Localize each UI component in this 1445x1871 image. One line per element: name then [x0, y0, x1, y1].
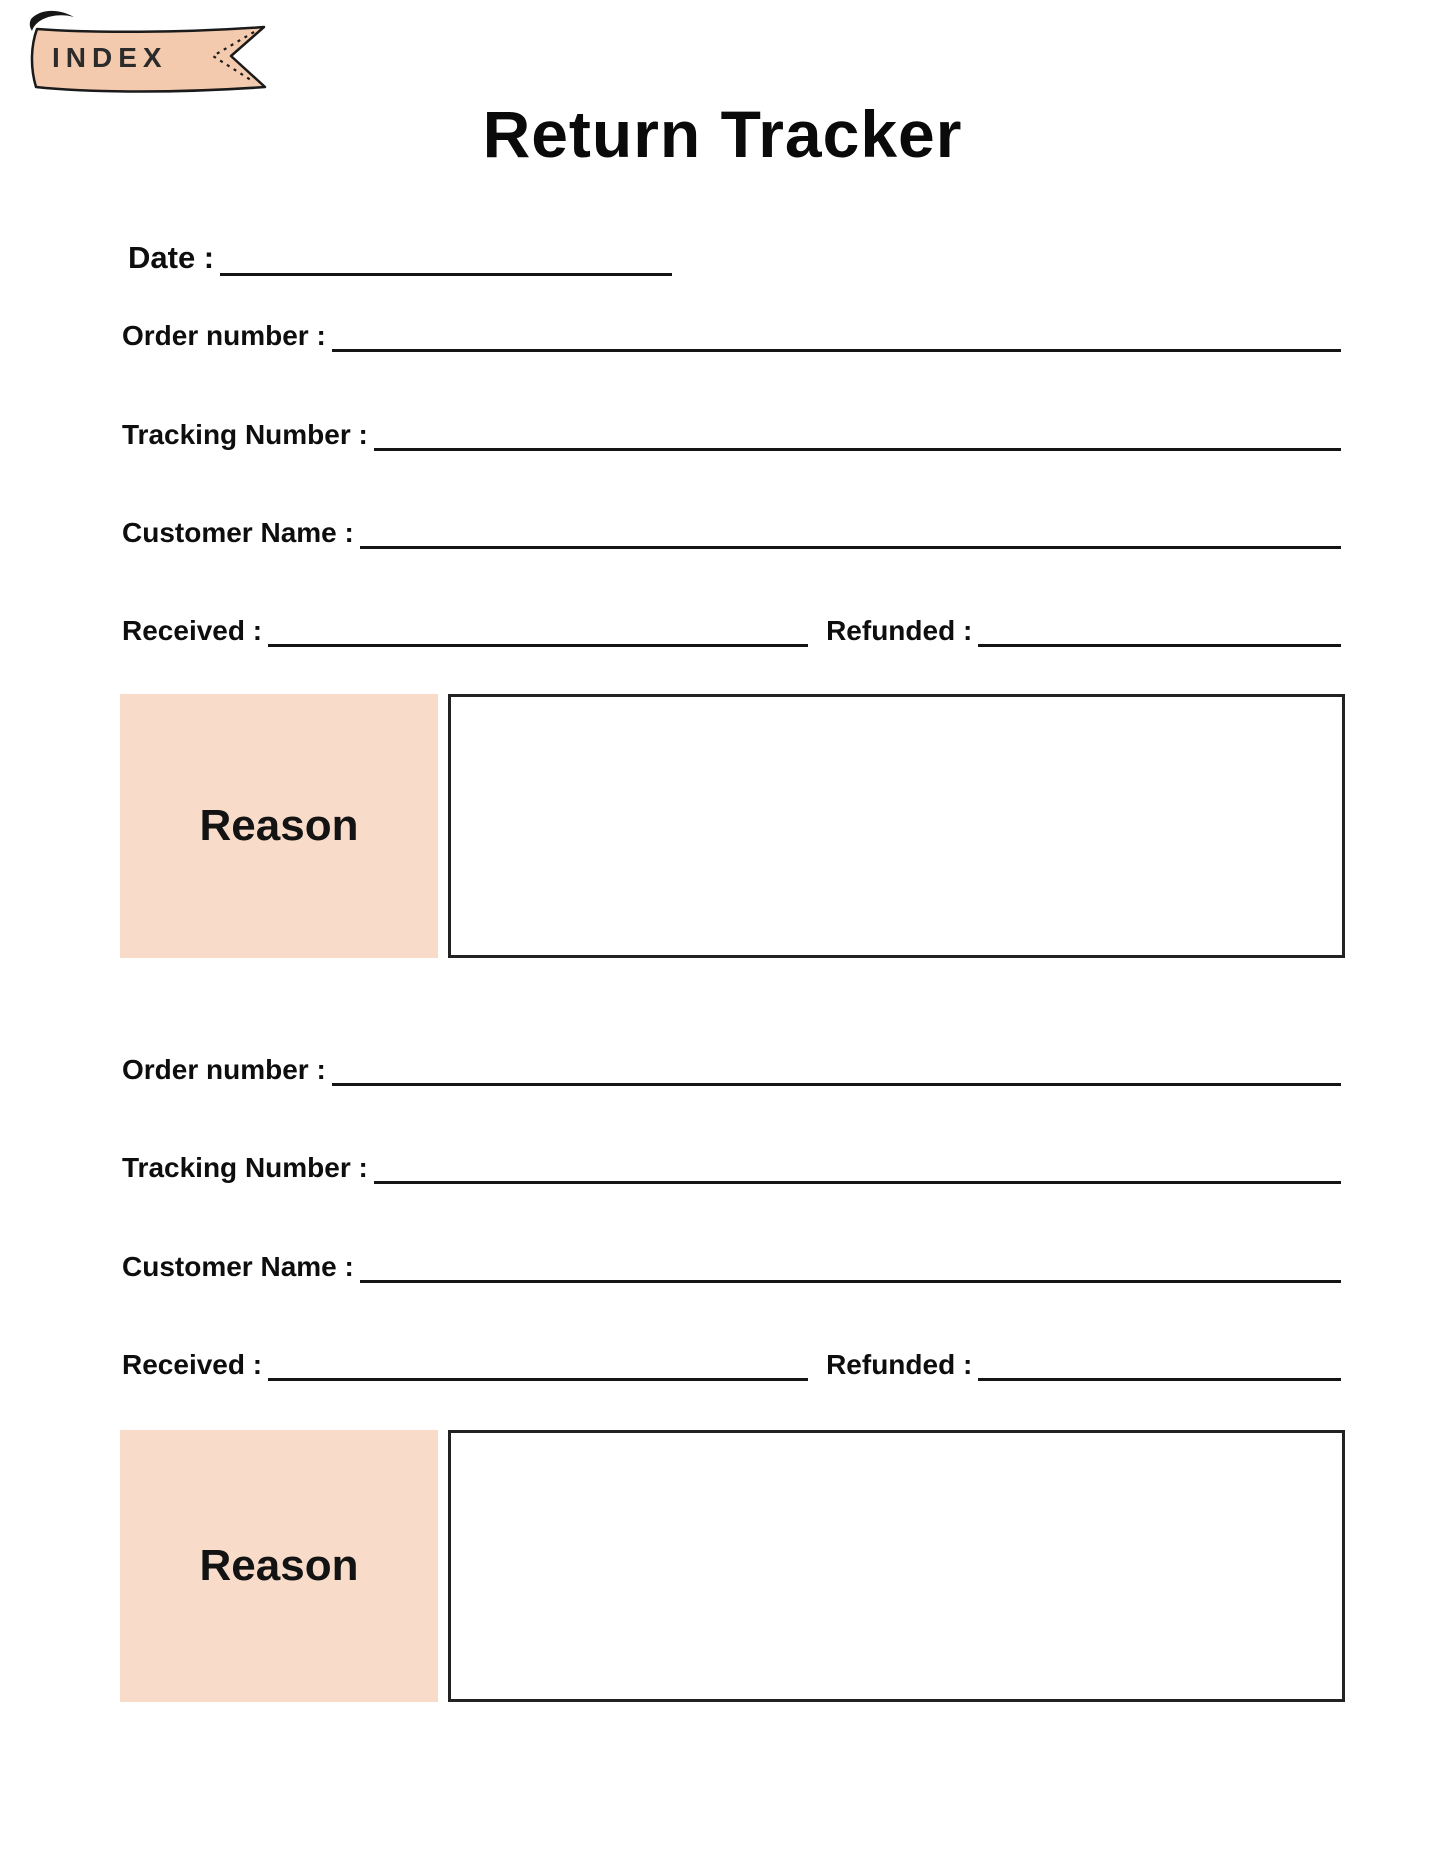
- tracking-number-input-line[interactable]: [374, 1143, 1341, 1184]
- customer-name-row-2: [122, 1235, 1341, 1283]
- order-number-label: Order number :: [122, 1053, 326, 1085]
- customer-name-label: Customer Name :: [122, 1250, 354, 1282]
- received-refunded-row-1: [122, 599, 1341, 647]
- received-label: Received :: [122, 614, 263, 646]
- reason-text-area[interactable]: [448, 694, 1345, 958]
- received-label: Received :: [122, 1348, 263, 1380]
- refunded-input-line[interactable]: [978, 1340, 1341, 1381]
- reason-block-1: [120, 694, 1345, 958]
- reason-text-area[interactable]: [448, 1430, 1345, 1702]
- order-number-label: Order number :: [122, 319, 326, 351]
- refunded-label: Refunded :: [826, 1348, 973, 1380]
- order-number-input-line[interactable]: [332, 1045, 1341, 1086]
- order-number-input-line[interactable]: [332, 311, 1341, 352]
- refunded-input-line[interactable]: [978, 606, 1341, 647]
- received-refunded-row-2: [122, 1333, 1341, 1381]
- reason-label-box: [120, 1430, 438, 1702]
- order-number-row-1: [122, 304, 1341, 352]
- tracking-number-row-1: [122, 403, 1341, 451]
- reason-label-box: [120, 694, 438, 958]
- date-input-line[interactable]: [220, 235, 672, 276]
- index-ribbon[interactable]: [16, 8, 274, 96]
- reason-label: Reason: [199, 1541, 359, 1590]
- customer-name-input-line[interactable]: [360, 1242, 1341, 1283]
- customer-name-input-line[interactable]: [360, 508, 1341, 549]
- tracking-number-row-2: [122, 1136, 1341, 1184]
- received-input-line[interactable]: [268, 1340, 808, 1381]
- date-label: Date :: [128, 240, 215, 276]
- tracking-number-label: Tracking Number :: [122, 418, 368, 450]
- order-number-row-2: [122, 1038, 1341, 1086]
- date-row: [128, 228, 1341, 276]
- page-title: Return Tracker: [482, 97, 963, 171]
- index-ribbon-label: INDEX: [52, 42, 168, 73]
- reason-label: Reason: [199, 801, 359, 850]
- reason-block-2: [120, 1430, 1345, 1702]
- customer-name-row-1: [122, 501, 1341, 549]
- tracking-number-input-line[interactable]: [374, 410, 1341, 451]
- tracking-number-label: Tracking Number :: [122, 1151, 368, 1183]
- customer-name-label: Customer Name :: [122, 516, 354, 548]
- refunded-label: Refunded :: [826, 614, 973, 646]
- received-input-line[interactable]: [268, 606, 808, 647]
